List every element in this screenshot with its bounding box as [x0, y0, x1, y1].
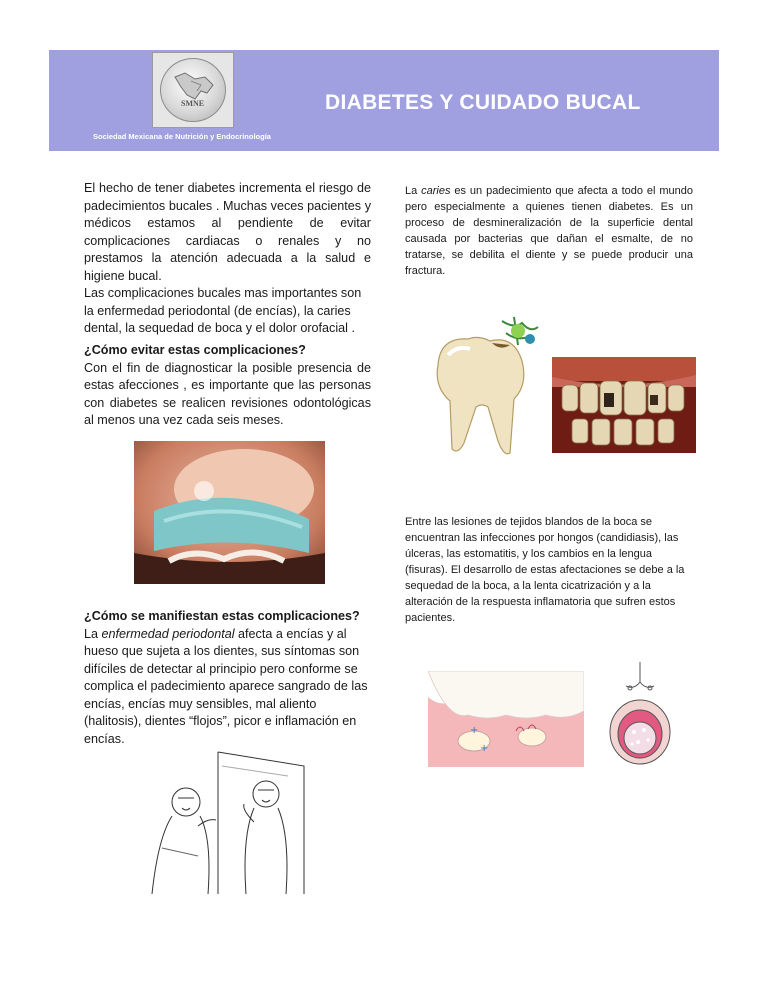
manifest-section [84, 608, 374, 748]
avoid-paragraph: Con el fin de diagnosticar la posible presencia de estas afecciones , es importante que las personas con diabetes se realicen revisiones odontológicas al menos una vez cada seis meses. [84, 360, 371, 427]
tongue-illustration [604, 660, 676, 772]
svg-text:+: + [480, 743, 489, 754]
intro-section [84, 180, 371, 338]
soft-tissue-section [405, 514, 693, 626]
tooth-bacteria-illustration [418, 315, 552, 458]
svg-text:+: + [470, 725, 479, 736]
logo-text: SMNE [181, 99, 205, 108]
periodontal-lead: La [84, 626, 102, 641]
smne-logo [152, 52, 234, 128]
header-banner [49, 50, 719, 151]
avoid-heading: ¿Cómo evitar estas complicaciones? [84, 343, 306, 357]
caries-section [405, 183, 693, 279]
avoid-section [84, 342, 371, 430]
soft-tissue-paragraph: Entre las lesiones de tejidos blandos de la boca se encuentran las infecciones por hongos (candidiasis), las úlceras, las estomatitis, y los cambios en la lengua (fisuras). El desarrollo de estas afectaciones se debe a la sequedad de la boca, a la lenta cicatrización y a la alteración de la respuesta inflamatoria que sufren estos pacientes. [405, 516, 685, 624]
caries-text: es un padecimiento que afecta a todo el mundo pero especialmente a quienes tienen diabetes. Es un proceso de desmineralización de la superficie dental causada por bacterias que dañan el esmalte, de no tratarse, se debilita el diente y se puede producir una fractura. [405, 185, 693, 277]
organization-name: Sociedad Mexicana de Nutrición y Endocrinología [93, 132, 271, 141]
caries-paragraph [405, 183, 693, 279]
mirror-illustration [138, 748, 306, 896]
intro-paragraph: El hecho de tener diabetes incrementa el riesgo de padecimientos bucales . Muchas veces pacientes y médicos estamos al pendiente de evitar complicaciones cardiacas o renales y no prestamos la atención adecuada a la salud e higiene bucal. [84, 181, 371, 283]
caries-teeth-photo [552, 357, 696, 453]
caries-term: caries [421, 185, 451, 197]
caries-lead: La [405, 185, 422, 197]
periodontal-paragraph [84, 626, 374, 749]
manifest-heading: ¿Cómo se manifiestan estas complicaciones? [84, 609, 360, 623]
periodontal-text: afecta a encías y al hueso que sujeta a los dientes, sus síntomas son difíciles de detectar al principio pero conforme se complica el padecimiento aparece sangrado de las encías, encías muy sensibles, mal aliento (halitosis), dientes “flojos”, picor e inflamación en encías. [84, 626, 368, 746]
complications-paragraph: Las complicaciones bucales mas importantes son la enfermedad periodontal (de encías), la caries dental, la sequedad de boca y el dolor orofacial . [84, 286, 362, 335]
map-emblem-icon [161, 59, 225, 121]
periodontal-term: enfermedad periodontal [101, 626, 235, 641]
logo-seal [160, 58, 226, 122]
dental-exam-photo [134, 441, 325, 584]
gum-lesion-illustration [428, 671, 584, 767]
page-title: DIABETES Y CUIDADO BUCAL [325, 91, 641, 114]
